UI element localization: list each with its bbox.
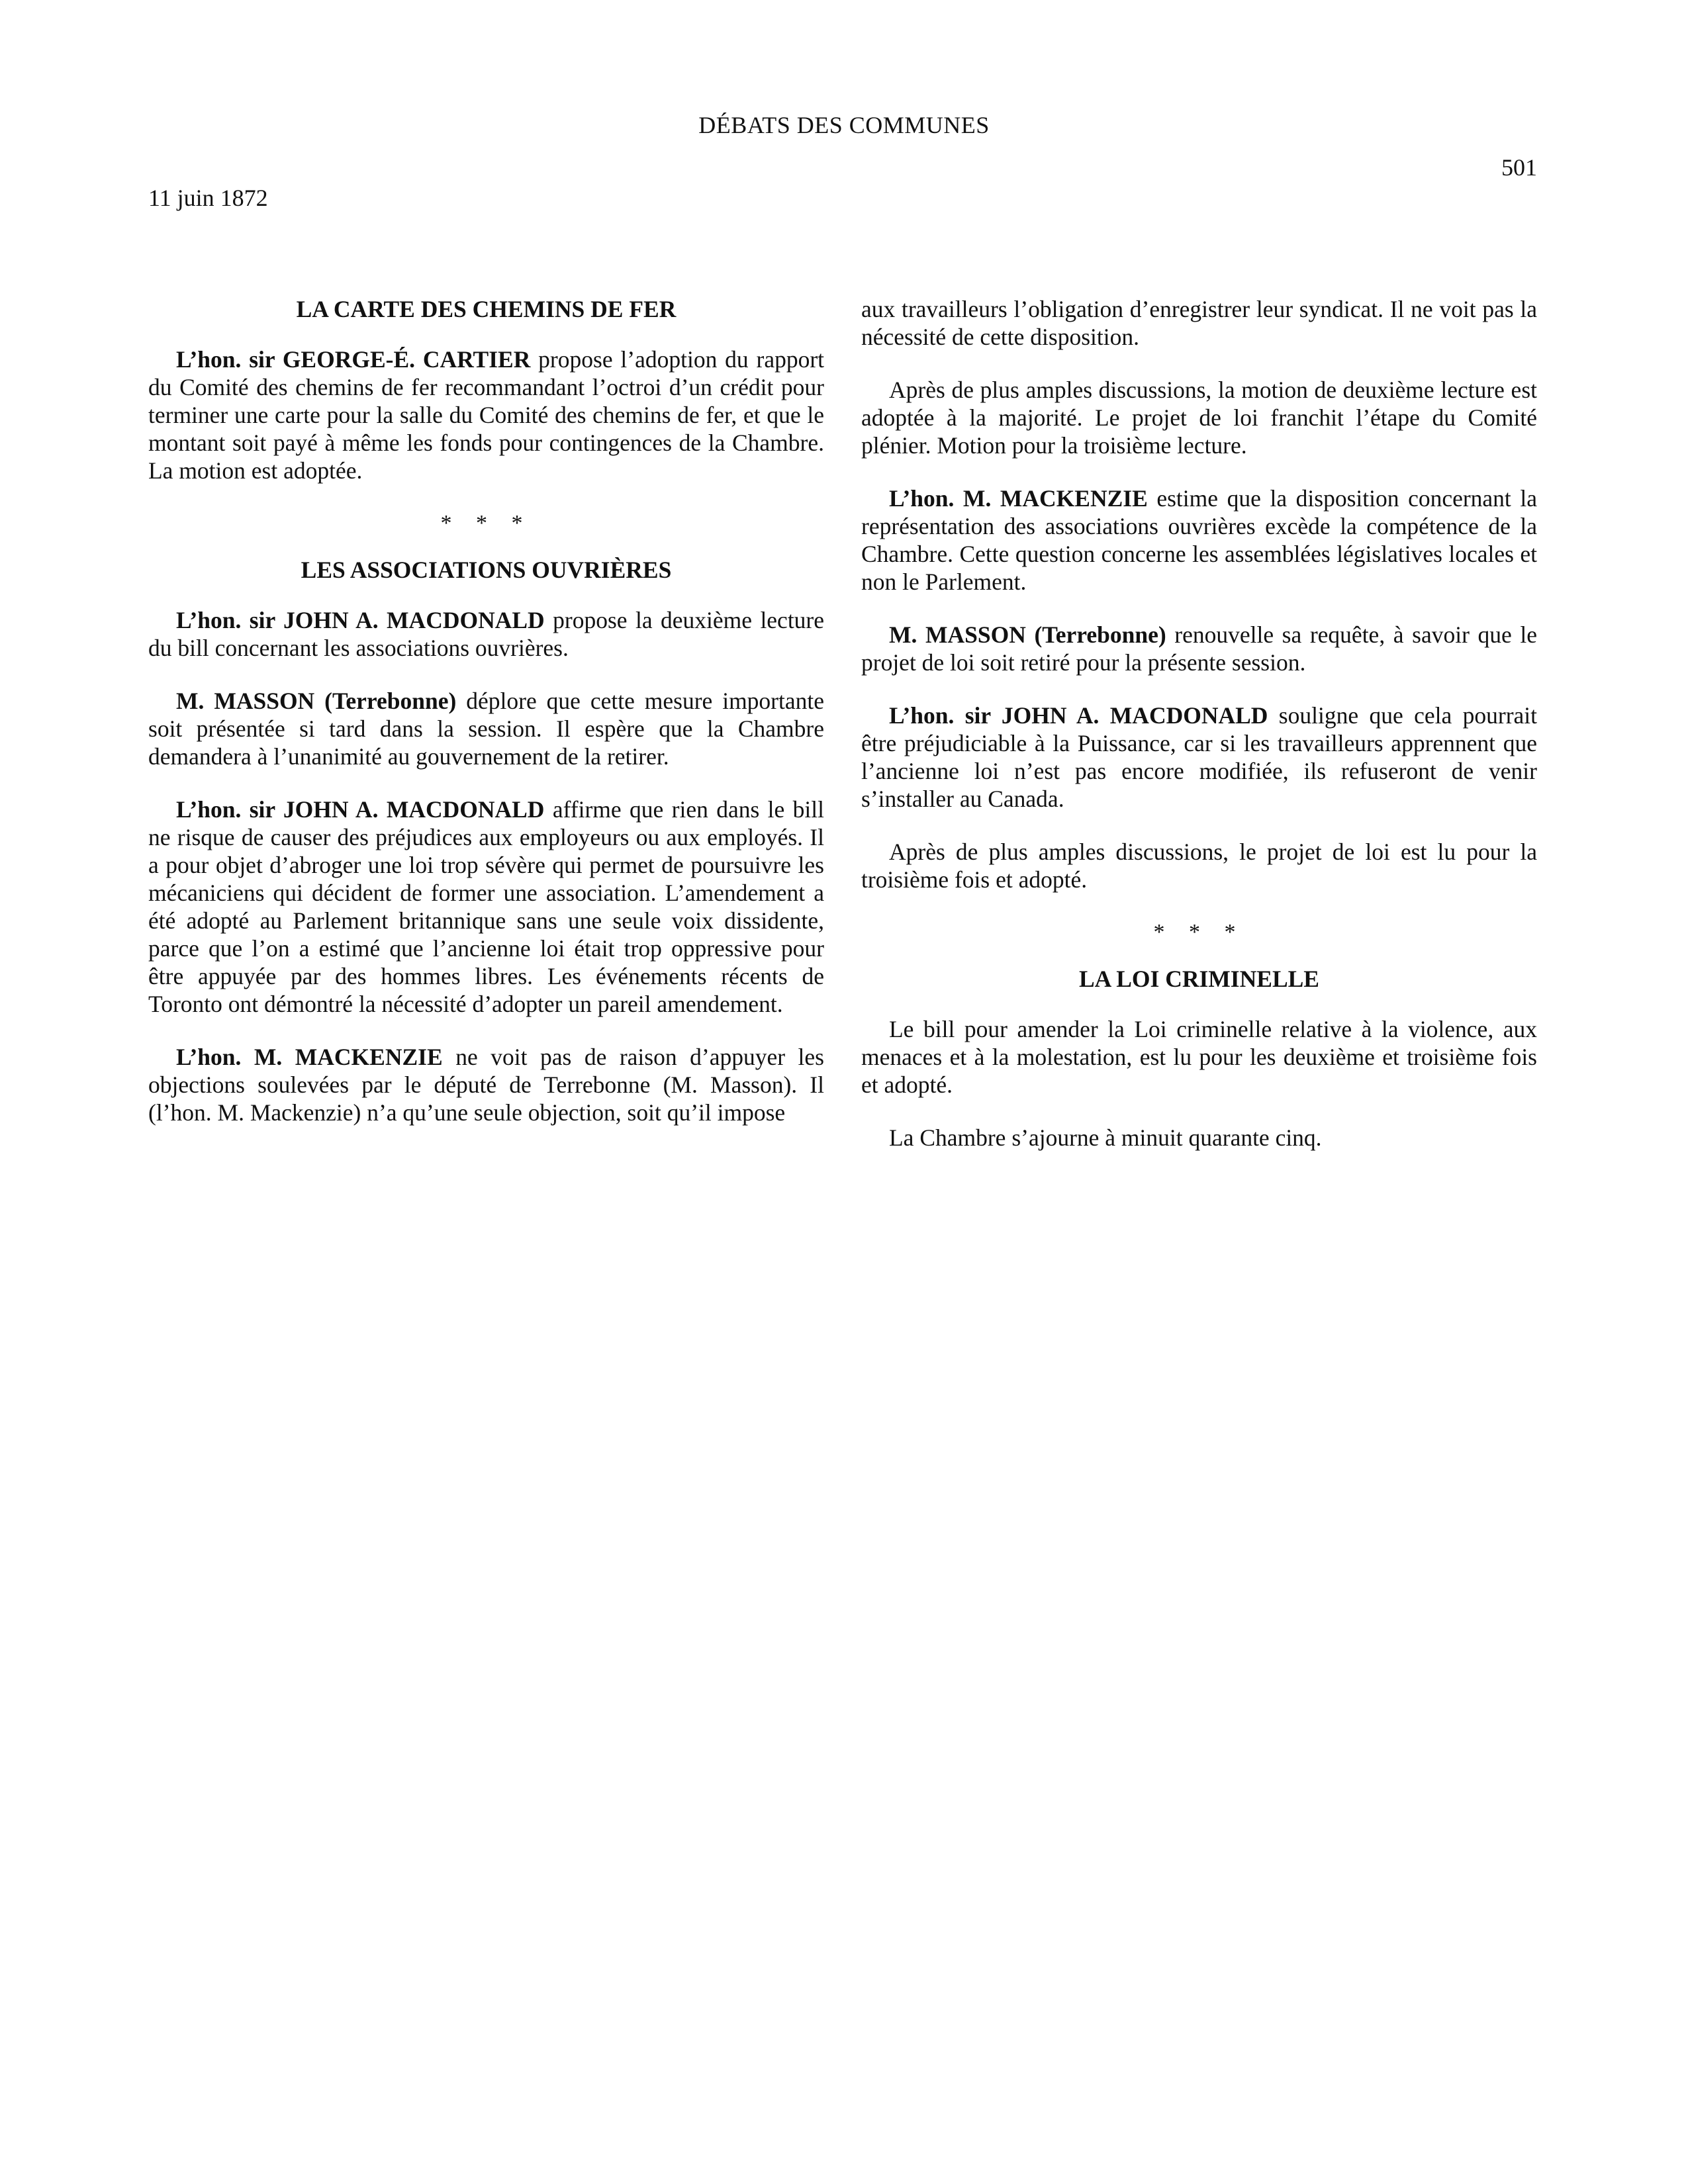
speaker-name: L’hon. sir JOHN A. MACDONALD <box>889 702 1268 729</box>
speaker-name: M. MASSON (Terrebonne) <box>176 688 457 714</box>
running-head: DÉBATS DES COMMUNES <box>698 112 990 138</box>
section-separator: * * * <box>1153 920 1245 944</box>
section-heading-labour-associations: LES ASSOCIATIONS OUVRIÈRES <box>301 557 672 583</box>
paragraph: Après de plus amples discussions, la motion de deuxième lecture est adoptée à la majorité. Le projet de loi franchit l’étape du Comité plénier. Motion pour la troisième lecture. <box>861 377 1537 459</box>
paragraph-text: affirme que rien dans le bill ne risque de causer des préjudices aux employeurs ou aux employés. Il a pour objet d’abroger une loi trop sévère qui permet de poursuivre les mécaniciens qui décident de former une association. L’amendement a été adopté au Parlement britannique sans une seule voix dissidente, parce que l’on a estimé que l’ancienne loi était trop oppressive pour être appuyée par des hommes libres. Les événements récents de Toronto ont démontré la nécessité d’adopter un pareil amendement. <box>148 796 825 1017</box>
section-separator: * * * <box>440 511 532 535</box>
paragraph-text: estime que la disposition concernant la représentation des associations ouvrières excède la compétence de la Chambre. Cette question concerne les assemblées législatives locales et non le Parlement. <box>861 485 1537 595</box>
speaker-name: L’hon. sir JOHN A. MACDONALD <box>176 607 545 633</box>
paragraph: La Chambre s’ajourne à minuit quarante cinq. <box>889 1124 1322 1151</box>
paragraph: Le bill pour amender la Loi criminelle relative à la violence, aux menaces et à la molestation, est lu pour les deuxième et troisième fois et adopté. <box>861 1016 1537 1098</box>
paragraph <box>861 484 1537 596</box>
section-heading-railway-map: LA CARTE DES CHEMINS DE FER <box>296 296 677 322</box>
paragraph-text: ne voit pas de raison d’appuyer les objections soulevées par le député de Terrebonne (M. Masson). Il (l’hon. M. Mackenzie) n’a qu’une seule objection, soit qu’il impose <box>148 1044 824 1126</box>
speaker-name: L’hon. sir JOHN A. MACDONALD <box>176 796 545 823</box>
paragraph <box>861 702 1537 813</box>
paragraph <box>148 796 824 1018</box>
paragraph <box>148 1043 824 1126</box>
paragraph <box>861 621 1537 676</box>
paragraph-text: souligne que cela pourrait être préjudiciable à la Puissance, car si les travailleurs apprennent que l’ancienne loi n’est pas encore modifiée, ils refuseront de venir s’installer au Canada. <box>861 702 1537 812</box>
left-column <box>148 295 824 1152</box>
paragraph-text: renouvelle sa requête, à savoir que le projet de loi soit retiré pour la présente session. <box>861 621 1537 676</box>
speaker-name: L’hon. M. MACKENZIE <box>176 1044 443 1070</box>
speaker-name: M. MASSON (Terrebonne) <box>889 621 1166 648</box>
paragraph <box>148 345 824 484</box>
speaker-name: L’hon. M. MACKENZIE <box>889 485 1148 512</box>
paragraph-text: déplore que cette mesure importante soit présentée si tard dans la session. Il espère que la Chambre demandera à l’unanimité au gouvernement de la retirer. <box>148 688 824 770</box>
section-heading-criminal-law: LA LOI CRIMINELLE <box>1079 966 1319 992</box>
right-column <box>861 295 1537 1177</box>
speaker-name: L’hon. sir GEORGE-É. CARTIER <box>176 346 531 373</box>
paragraph: Après de plus amples discussions, le projet de loi est lu pour la troisième fois et adopté. <box>861 839 1537 893</box>
paragraph-continued: aux travailleurs l’obligation d’enregistrer leur syndicat. Il ne voit pas la nécessité de cette disposition. <box>861 296 1537 350</box>
page-date: 11 juin 1872 <box>148 185 268 211</box>
paragraph-text: propose la deuxième lecture du bill concernant les associations ouvrières. <box>148 607 825 661</box>
page-number: 501 <box>1501 154 1537 181</box>
paragraph <box>148 606 824 662</box>
paragraph <box>148 687 824 770</box>
paragraph-text: propose l’adoption du rapport du Comité des chemins de fer recommandant l’octroi d’un crédit pour terminer une carte pour la salle du Comité des chemins de fer, et que le montant soit payé à même les fonds pour contingences de la Chambre. La motion est adoptée. <box>148 346 825 484</box>
